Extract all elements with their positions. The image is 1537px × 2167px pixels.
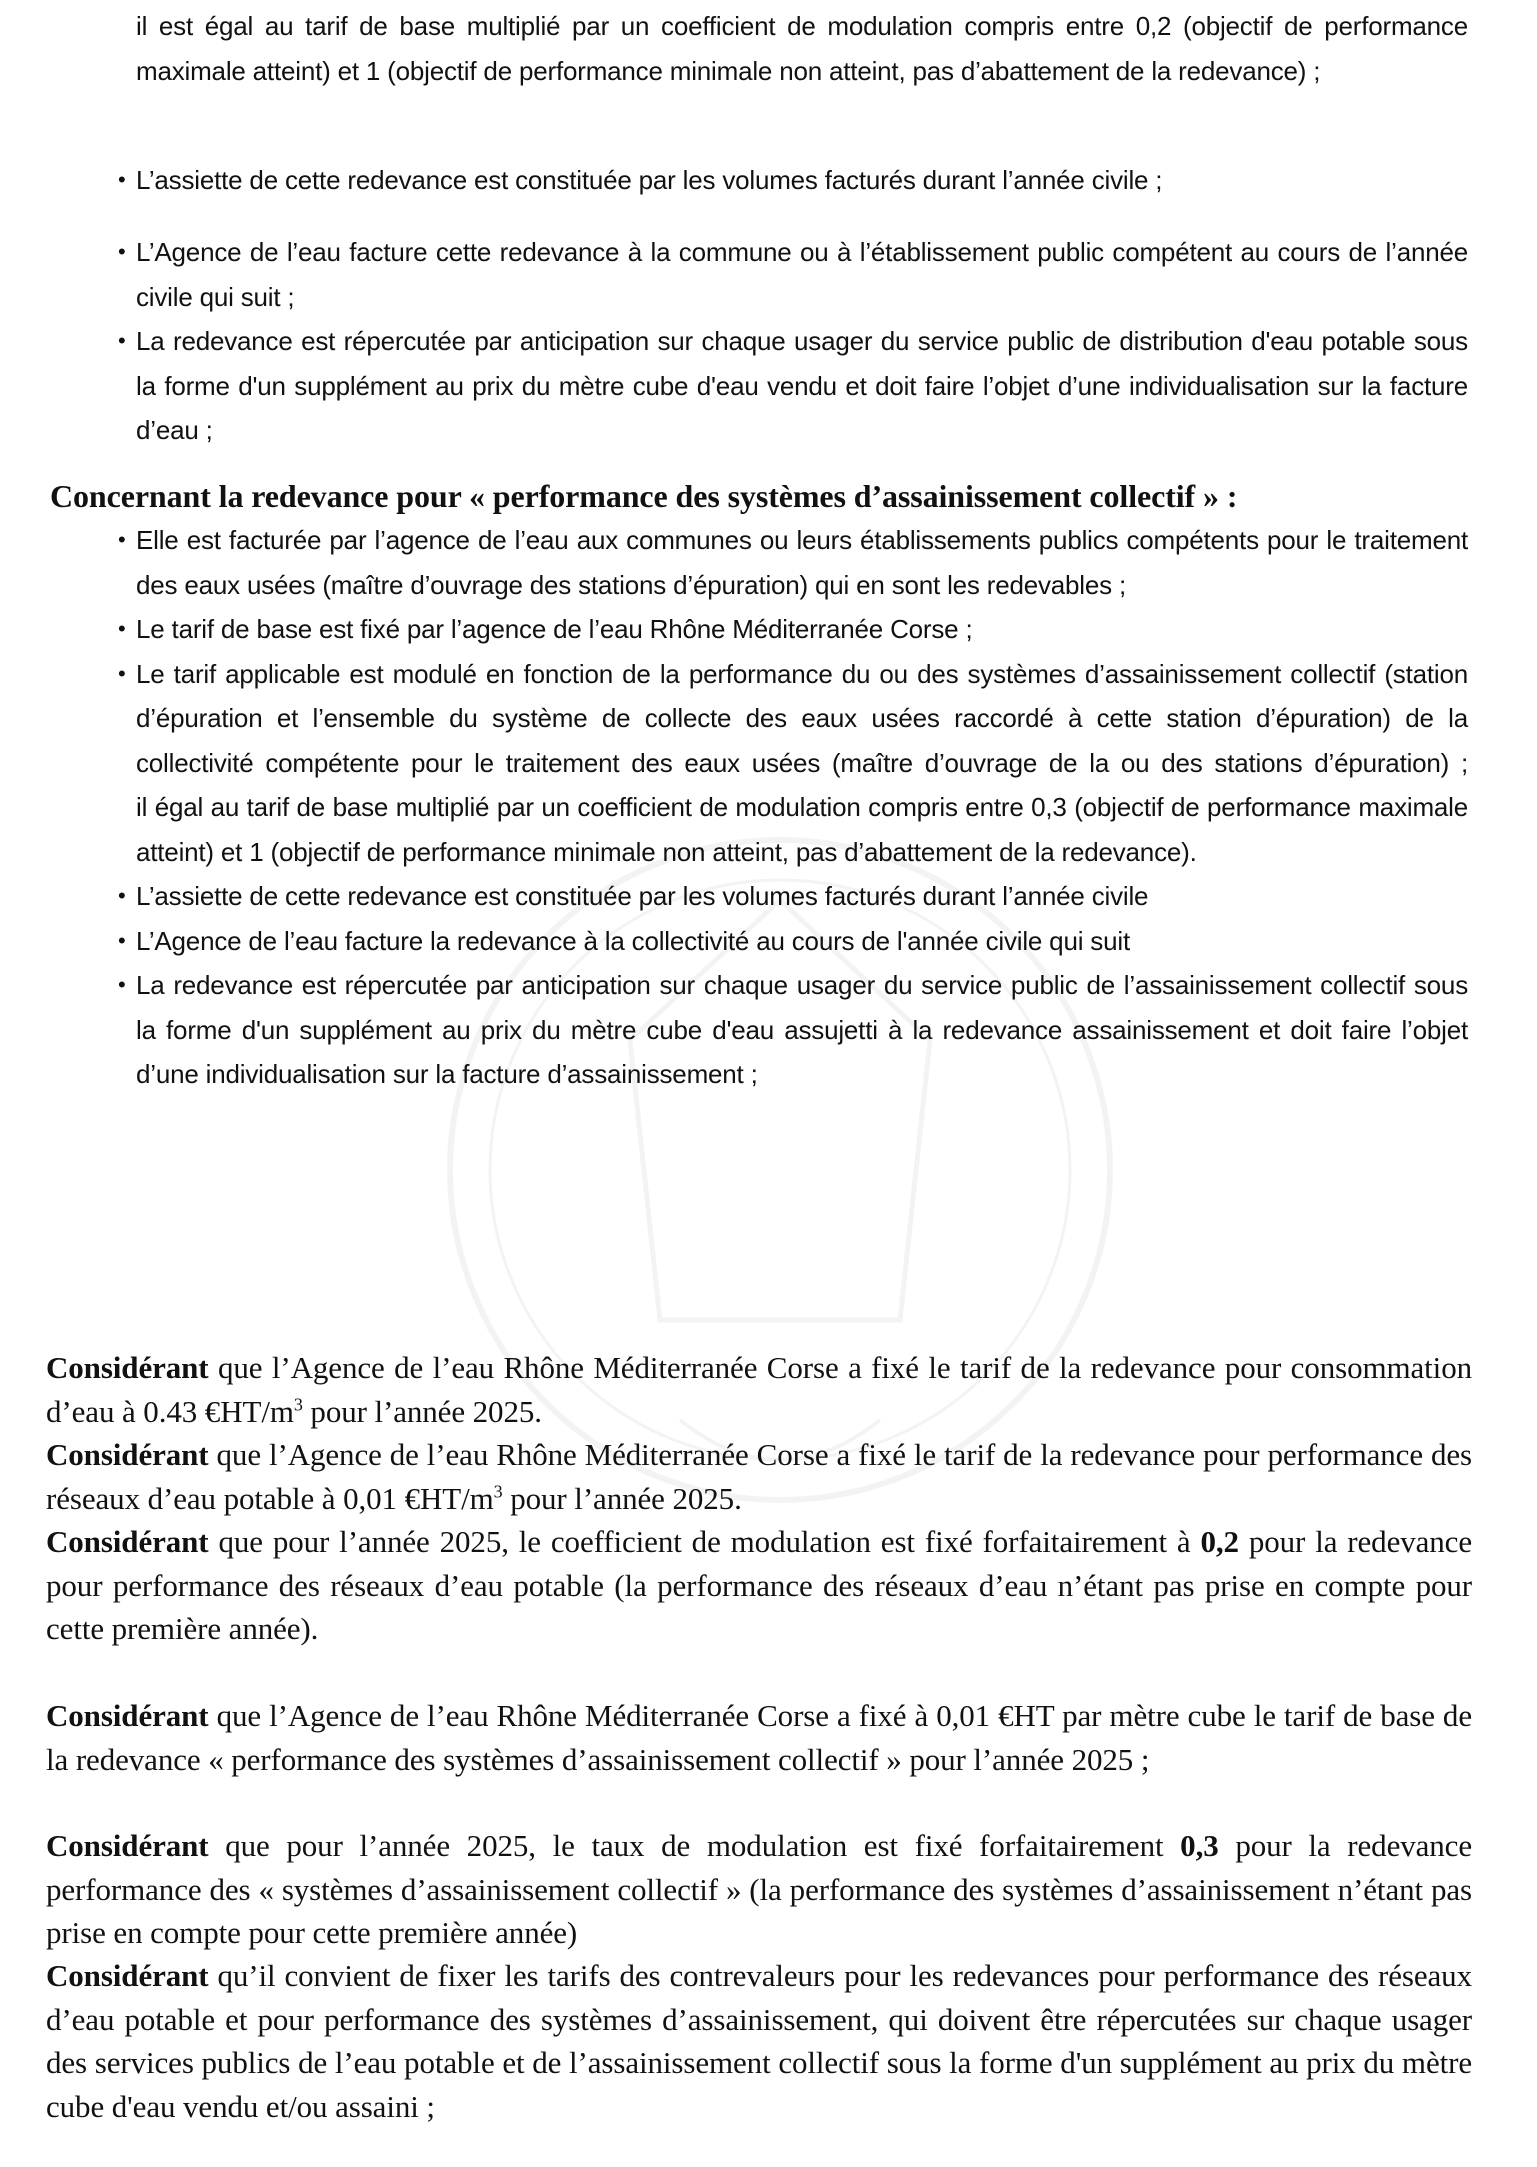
bullet-icon: • bbox=[118, 927, 126, 953]
list-item-text: Le tarif applicable est modulé en fonction de la performance du ou des systèmes d’assainissement collectif (station d’épuration et l’ensemble du système de collecte des eaux usées raccordé à cette station d’épuration) de la collectivité compétente pour le traitement des eaux usées (maître d’ouvrage de la ou des stations d’épuration) ; bbox=[136, 658, 1468, 778]
considerant-paragraph: Considérant que l’Agence de l’eau Rhône Méditerranée Corse a fixé le tarif de la redevance pour consommation d’eau à 0.43 $€HT/m^3$ pour l’année 2025. bbox=[46, 1350, 1472, 1429]
list-item bbox=[116, 607, 1468, 652]
list-item bbox=[116, 874, 1468, 919]
considerant-keyword: Considérant bbox=[46, 1350, 209, 1385]
considerant-paragraph: Considérant que l’Agence de l’eau Rhône Méditerranée Corse a fixé le tarif de la redevance pour performance des réseaux d’eau potable à 0,01 $€HT/m^3$ pour l’année 2025. bbox=[46, 1437, 1472, 1516]
bullet-icon: • bbox=[118, 167, 126, 192]
list-item bbox=[116, 963, 1468, 1097]
list-item-continuation bbox=[116, 785, 1468, 874]
list-item bbox=[116, 652, 1468, 786]
bullet-icon: • bbox=[118, 660, 126, 686]
bullet-icon: • bbox=[118, 527, 126, 552]
bullet-icon: • bbox=[118, 239, 126, 264]
considerant-paragraph: Considérant qu’il convient de fixer les tarifs des contrevaleurs pour les redevances pour performance des réseaux d’eau potable et pour performance des systèmes d’assainissement, qui doivent être répercutées sur chaque usager des services publics de l’eau potable et de l’assainissement collectif sous la forme d'un supplément au prix du mètre cube d'eau vendu et/ou assaini ; bbox=[46, 1958, 1472, 2124]
list-item bbox=[116, 518, 1468, 607]
considerant-paragraph: Considérant que l’Agence de l’eau Rhône Méditerranée Corse a fixé à 0,01 €HT par mètre cube le tarif de base de la redevance « performance des systèmes d’assainissement collectif » pour l’année 2025 ; bbox=[46, 1698, 1472, 1777]
considerant-paragraph: Considérant que pour l’année 2025, le taux de modulation est fixé forfaitairement 0,3 pour la redevance performance des « systèmes d’assainissement collectif » (la performance des systèmes d’assainissement n’étant pas prise en compte pour cette première année) bbox=[46, 1828, 1473, 1950]
list-item bbox=[116, 919, 1468, 964]
section2-bullet-list bbox=[116, 518, 1468, 1097]
bullet-icon: • bbox=[118, 328, 126, 353]
list-item-text: La redevance est répercutée par anticipation sur chaque usager du service public de distribution d'eau potable sous la forme d'un supplément au prix du mètre cube d'eau vendu et doit faire l’objet d’une individualisation sur la facture d’eau ; bbox=[136, 326, 1468, 445]
section1-bullet-list bbox=[116, 158, 1468, 203]
list-item-text: L’Agence de l’eau facture cette redevance à la commune ou à l’établissement public compétent au cours de l’année civile qui suit ; bbox=[136, 237, 1468, 312]
list-item bbox=[116, 158, 1468, 203]
bullet-icon: • bbox=[118, 972, 126, 997]
section-heading: Concernant la redevance pour « performance des systèmes d’assainissement collectif » : bbox=[50, 478, 1238, 514]
considerant-keyword: Considérant bbox=[46, 1958, 209, 1993]
section1-bullet-list-cont bbox=[116, 230, 1468, 453]
modulation-value: 0,3 bbox=[1180, 1828, 1219, 1863]
list-item-text: il égal au tarif de base multiplié par un coefficient de modulation compris entre 0,3 (objectif de performance maximale atteint) et 1 (objectif de performance minimale non atteint, pas d’abattement de la redevance). bbox=[136, 792, 1468, 867]
considerant-paragraph: Considérant que pour l’année 2025, le coefficient de modulation est fixé forfaitairement à 0,2 pour la redevance pour performance des réseaux d’eau potable (la performance des réseaux d’eau n’étant pas prise en compte pour cette première année). bbox=[46, 1524, 1473, 1646]
considerant-keyword: Considérant bbox=[46, 1698, 209, 1733]
considerant-keyword: Considérant bbox=[46, 1828, 209, 1863]
list-item bbox=[116, 230, 1468, 319]
considerant-keyword: Considérant bbox=[46, 1524, 209, 1559]
list-item-text: L’Agence de l’eau facture la redevance à la collectivité au cours de l'année civile qui suit bbox=[136, 925, 1130, 956]
bullet-icon: • bbox=[118, 883, 126, 908]
list-item-text: Elle est facturée par l’agence de l’eau aux communes ou leurs établissements publics compétents pour le traitement des eaux usées (maître d’ouvrage des stations d’épuration) qui en sont les redevables ; bbox=[136, 525, 1468, 600]
list-item-text: L’assiette de cette redevance est constituée par les volumes facturés durant l’année civile bbox=[136, 881, 1149, 911]
list-item bbox=[116, 319, 1468, 453]
intro-continuation-paragraph: il est égal au tarif de base multiplié par un coefficient de modulation compris entre 0,2 (objectif de performance maximale atteint) et 1 (objectif de performance minimale non atteint, pas d’abattement de la redevance) ; bbox=[136, 11, 1468, 86]
list-item-text: Le tarif de base est fixé par l’agence de l’eau Rhône Méditerranée Corse ; bbox=[136, 614, 973, 644]
considerant-keyword: Considérant bbox=[46, 1437, 209, 1472]
bullet-icon: • bbox=[118, 616, 126, 641]
list-item-text: La redevance est répercutée par anticipation sur chaque usager du service public de l’assainissement collectif sous la forme d'un supplément au prix du mètre cube d'eau assujetti à la redevance assainissement et doit faire l’objet d’une individualisation sur la facture d’assainissement ; bbox=[136, 970, 1468, 1089]
list-item-text: L’assiette de cette redevance est constituée par les volumes facturés durant l’année civile ; bbox=[136, 165, 1163, 195]
modulation-value: 0,2 bbox=[1200, 1524, 1239, 1559]
